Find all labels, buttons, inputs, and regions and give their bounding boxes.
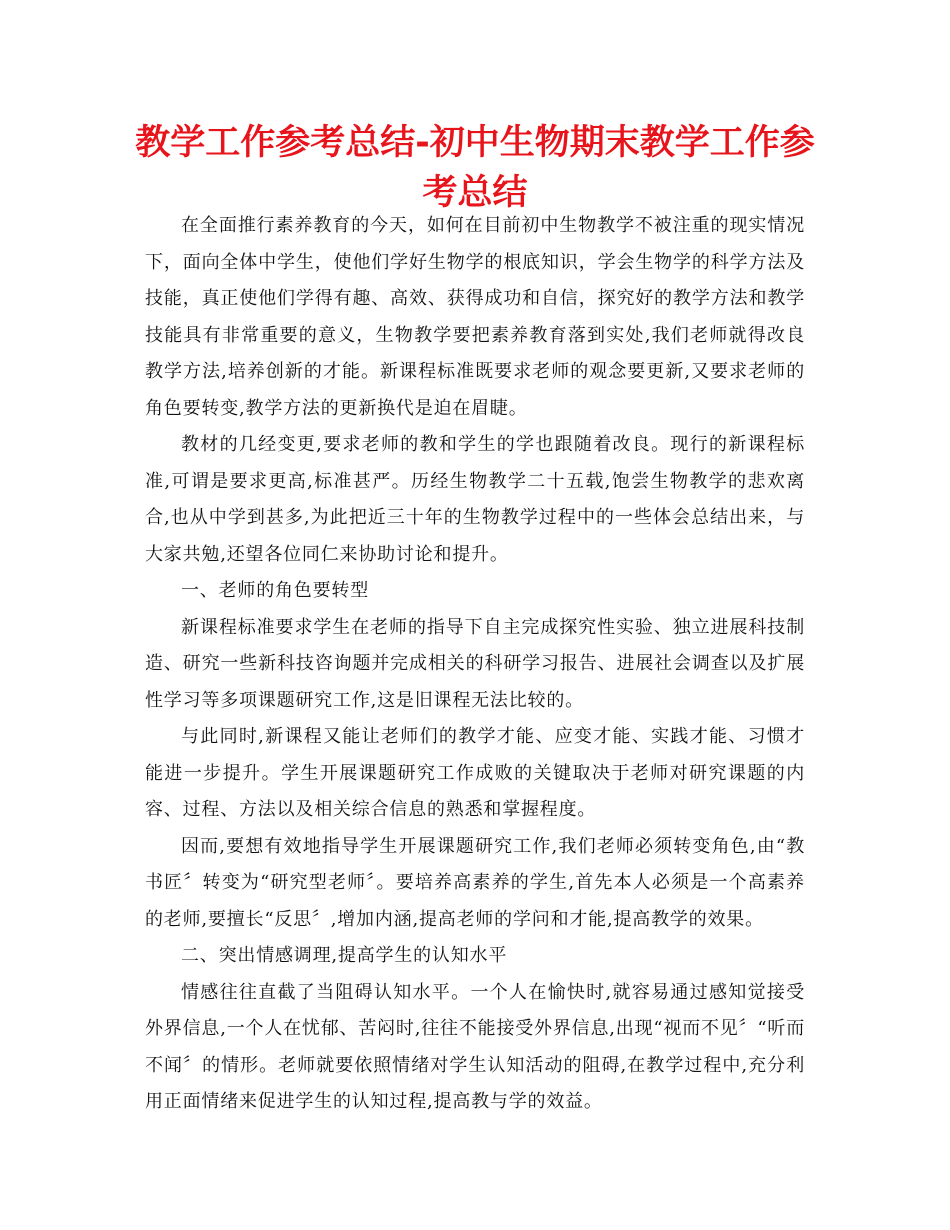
paragraph-emotion: 情感往往直截了当阻碍认知水平。一个人在愉快时,就容易通过感知觉接受外界信息,一个人在忧郁、苦闷时,往往不能接受外界信息,出现“视而不见〞“听而不闻〞的情形。老师就要依照情绪对学生认知活动的阻碍,在教学过程中,充分利用正面情绪来促进学生的认知过程,提高教与学的效益。 xyxy=(145,981,805,1112)
document-title: 教学工作参考总结-初中生物期末教学工作参考总结 xyxy=(135,123,815,213)
paragraph-textbook: 教材的几经变更,要求老师的教和学生的学也跟随着改良。现行的新课程标准,可谓是要求更高,标准甚严。历经生物教学二十五载,饱尝生物教学的悲欢离合,也从中学到甚多,为此把近三十年的生物教学过程中的一些体会总结出来，与大家共勉,还望各位同仁来协助讨论和提升。 xyxy=(145,434,805,565)
section-heading-1: 一、老师的角色要转型 xyxy=(181,580,369,601)
paragraph-new-curriculum: 新课程标准要求学生在老师的指导下自主完成探究性实验、独立进展科技制造、研究一些新科技咨询题并完成相关的科研学习报告、进展社会调查以及扩展性学习等多项课题研究工作,这是旧课程无法比较的。 xyxy=(145,616,805,711)
paragraph-teacher-ability: 与此同时,新课程又能让老师们的教学才能、应变才能、实践才能、习惯才能进一步提升。学生开展课题研究工作成败的关键取决于老师对研究课题的内容、过程、方法以及相关综合信息的熟悉和掌握程度。 xyxy=(145,726,805,820)
paragraph-role-change: 因而,要想有效地指导学生开展课题研究工作,我们老师必须转变角色,由“教书匠〞转变为“研究型老师〞。要培养高素养的学生,首先本人必须是一个高素养的老师,要擅长“反思〞,增加内涵,提高老师的学问和才能,提高教学的效果。 xyxy=(145,835,805,930)
section-heading-2: 二、突出情感调理,提高学生的认知水平 xyxy=(181,945,508,966)
paragraph-intro: 在全面推行素养教育的今天，如何在目前初中生物教学不被注重的现实情况下，面向全体中学生，使他们学好生物学的根底知识，学会生物学的科学方法及技能，真正使他们学得有趣、高效、获得成功和自信，探究好的教学方法和教学技能具有非常重要的意义，生物教学要把素养教育落到实处,我们老师就得改良教学方法,培养创新的才能。新课程标准既要求老师的观念要更新,又要求老师的角色要转变,教学方法的更新换代是迫在眉睫。 xyxy=(145,215,805,419)
document-body xyxy=(145,208,805,1121)
